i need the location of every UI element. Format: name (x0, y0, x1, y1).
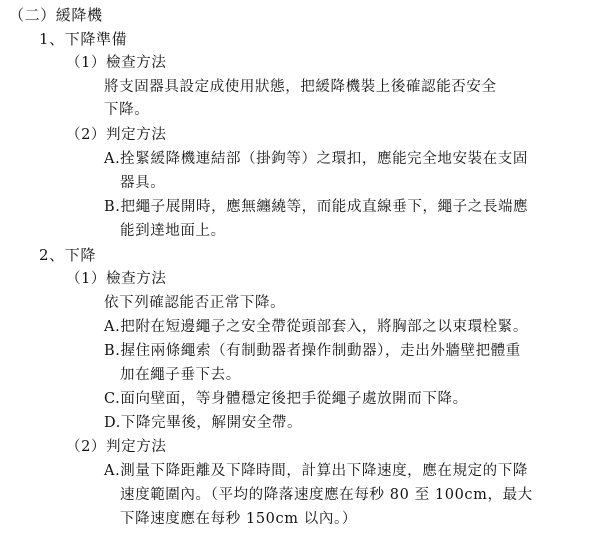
section-title: （二）緩降機 (9, 6, 103, 24)
text-line: 將支固器具設定成使用狀態，把緩降機裝上後確認能否安全 (104, 79, 497, 95)
text-line: 加在繩子垂下去。 (120, 367, 241, 383)
sub-heading-2-2: （2）判定方法 (66, 439, 167, 455)
text-line: B.握住兩條繩索（有制動器者操作制動器），走出外牆壁把體重 (104, 343, 521, 359)
text-line: 下降速度應在每秒 150cm 以內。） (120, 511, 357, 527)
text-line: 器具。 (120, 175, 166, 191)
text-line: A.拴緊緩降機連結部（掛鉤等）之環扣，應能完全地安裝在支固 (104, 151, 528, 167)
sub-heading-1-1: （1）檢查方法 (66, 55, 167, 71)
sub-heading-1-2: （2）判定方法 (66, 127, 167, 143)
text-line: 能到達地面上。 (120, 223, 226, 239)
text-line: C.面向壁面，等身體穩定後把手從繩子處放開而下降。 (104, 391, 468, 407)
text-line: D.下降完畢後，解開安全帶。 (104, 415, 303, 431)
text-line: 依下列確認能否正常下降。 (104, 295, 286, 311)
text-line: A.測量下降距離及下降時間，計算出下降速度，應在規定的下降 (104, 463, 528, 479)
item-heading-1: 1、下降準備 (39, 30, 128, 48)
text-line: 下降。 (104, 102, 150, 118)
text-line: A.把附在短邊繩子之安全帶從頭部套入，將胸部之以束環栓緊。 (104, 319, 528, 335)
text-line: B.把繩子展開時，應無纏繞等，而能成直線垂下，繩子之長端應 (104, 199, 529, 215)
sub-heading-2-1: （1）檢查方法 (66, 271, 167, 287)
text-line: 速度範圍內。（平均的降落速度應在每秒 80 至 100cm，最大 (120, 487, 533, 503)
item-heading-2: 2、下降 (39, 246, 96, 264)
